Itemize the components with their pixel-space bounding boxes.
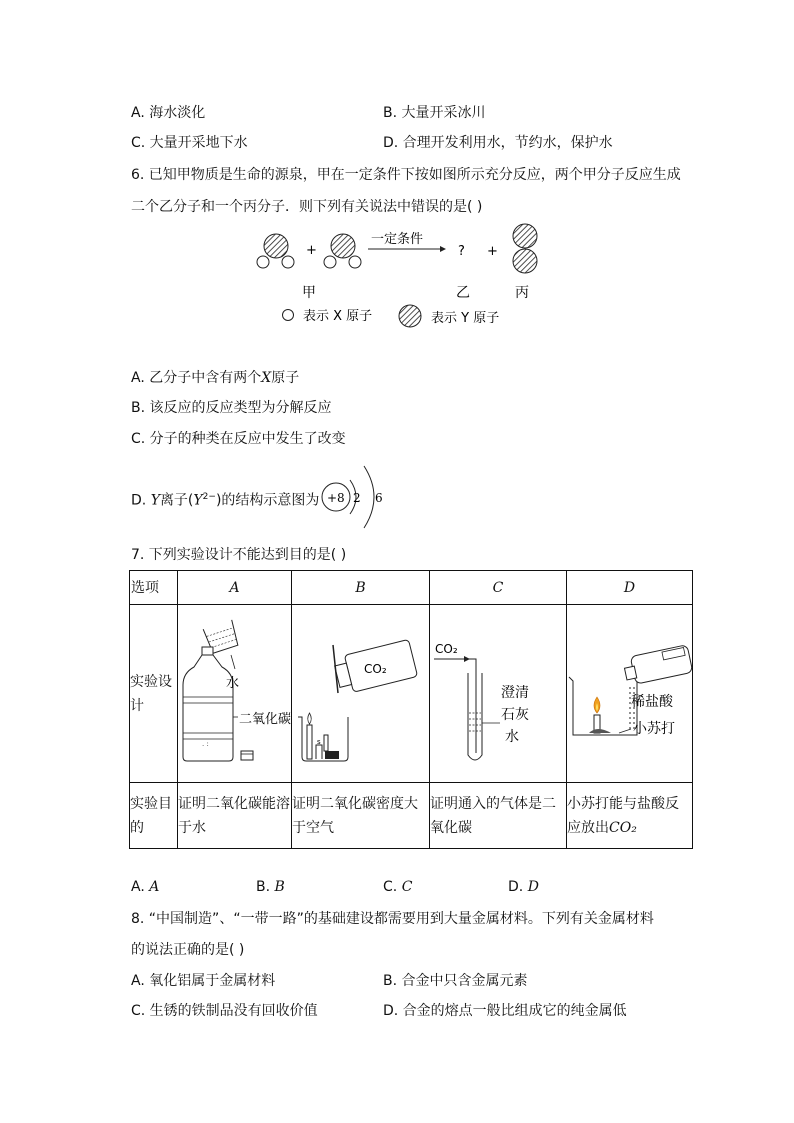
purpose-c: 证明通入的气体是二氧化碳 [430,783,567,849]
q8-option-c: C. 生锈的铁制品没有回收价值 [131,1003,318,1019]
q8-option-d: D. 合金的熔点一般比组成它的纯金属低 [383,1003,627,1019]
product-unknown: ? [458,244,465,259]
label-acid: 稀盐酸 [631,694,673,710]
purpose-a: 证明二氧化碳能溶于水 [178,783,292,849]
q7-option-b: B. B [256,879,285,895]
experiment-table [129,570,693,849]
purpose-d: 小苏打能与盐酸反应放出CO₂ [567,783,693,849]
condition-label: 一定条件 [371,232,424,247]
plus-sign-2: + [487,244,498,259]
molecule-jia-1 [257,234,294,268]
svg-text:. :: . : [202,740,209,748]
header-d: D [567,571,693,605]
header-option: 选项 [130,571,178,605]
figure-a-cell [178,605,292,783]
label-yi: 乙 [456,285,470,301]
q7-option-d: D. D [508,879,539,895]
label-water-c: 水 [505,729,519,745]
table-row [130,783,693,849]
row-label-purpose: 实验目的 [130,783,178,849]
figure-d-cell [567,605,693,783]
q7-stem: 7. 下列实验设计不能达到目的是( ) [131,547,347,563]
reaction-diagram [240,218,560,333]
q6-stem-line2: 二个乙分子和一个丙分子．则下列有关说法中错误的是( ) [131,199,483,215]
q6-option-a: A. 乙分子中含有两个X原子 [131,370,300,386]
legend-y-label: 表示 Y 原子 [431,311,500,326]
figure-b [292,605,429,774]
label-co2-c: CO₂ [435,642,458,656]
label-jia: 甲 [302,285,316,301]
q6-option-d: D. Y离子$(Y^{2-})$的结构示意图为 [131,492,320,509]
figure-b-cell [292,605,430,783]
q6-option-b: B. 该反应的反应类型为分解反应 [131,400,332,416]
legend-y-circle [399,305,421,327]
q5-option-a: A. 海水淡化 [131,105,206,121]
header-b: B [292,571,430,605]
q7-option-a: A. A [131,879,160,895]
legend-x-circle [283,310,294,321]
q6-option-c: C. 分子的种类在反应中发生了改变 [131,431,346,447]
table-row [130,571,693,605]
header-c: C [430,571,567,605]
ion-nucleus: +8 [327,491,345,505]
figure-c [430,605,566,774]
q5-option-c: C. 大量开采地下水 [131,135,248,151]
plus-sign-1: + [306,243,317,258]
label-clear: 澄清 [501,685,529,701]
header-a: A [178,571,292,605]
q8-option-b: B. 合金中只含金属元素 [383,973,528,989]
ion-structure-diagram [318,462,388,534]
molecule-bing [513,224,537,273]
ion-shell-2: 6 [375,491,383,505]
svg-text:s: s [317,738,321,746]
figure-c-cell [430,605,567,783]
molecule-jia-2 [324,234,361,268]
q8-stem-line2: 的说法正确的是( ) [131,942,245,958]
figure-d [567,605,692,774]
table-row [130,605,693,783]
figure-a [178,605,291,774]
legend-x-label: 表示 X 原子 [303,309,373,324]
purpose-b: 证明二氧化碳密度大于空气 [292,783,430,849]
label-co2-a: 二氧化碳 [239,712,291,727]
ion-shell-1: 2 [353,491,361,505]
q6-stem-line1: 6. 已知甲物质是生命的源泉，甲在一定条件下按如图所示充分反应，两个甲分子反应生成 [131,167,681,183]
q8-option-a: A. 氧化铝属于金属材料 [131,973,276,989]
q8-stem-line1: 8. “中国制造”、“一带一路”的基础建设都需要用到大量金属材料。下列有关金属材料 [131,911,654,927]
label-bing: 丙 [515,285,529,301]
label-lime: 石灰 [501,707,529,723]
label-soda: 小苏打 [633,721,675,737]
row-label-design: 实验设计 [130,605,178,783]
label-water: 水 [226,676,240,691]
q5-option-d: D. 合理开发利用水，节约水，保护水 [383,135,613,151]
label-co2-b: CO₂ [364,662,387,676]
q7-option-c: C. C [383,879,413,895]
q5-option-b: B. 大量开采冰川 [383,105,486,121]
